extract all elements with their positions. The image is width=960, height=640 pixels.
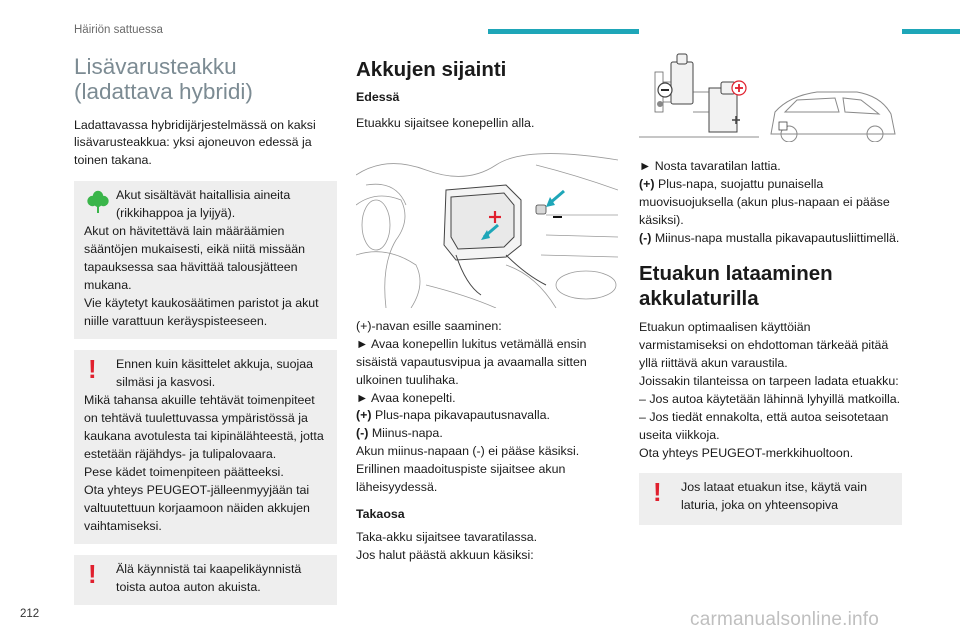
- rear-plus-label: (+): [639, 176, 655, 191]
- warning-exclamation-icon: !: [653, 476, 662, 507]
- warning-line-3: Pese kädet toimenpiteen päätteeksi.: [84, 465, 284, 480]
- eco-line-3: Akut on hävitettävä lain määräämien sääntöjen mukaisesti, eikä niitä missään tapauksessa saa hävittää talousjätteen mukana.: [84, 224, 306, 293]
- charger-warning-text: Jos lataat etuakun itse, käytä vain laturia, joka on yhteensopiva: [681, 479, 867, 512]
- plus-terminal-desc: [356, 407, 618, 425]
- column-right: [639, 22, 902, 525]
- section-title: Häiriön sattuessa: [74, 24, 163, 36]
- minus-note: Akun miinus-napaan (-) ei pääse käsiksi.: [356, 444, 580, 459]
- ground-point-note: Erillinen maadoituspiste sijaitsee akun läheisyydessä.: [356, 462, 566, 495]
- warning-jumpstart-text: Älä käynnistä tai kaapelikäynnistä toista autoa auton akuista.: [116, 562, 302, 595]
- warning-box-handling: [74, 350, 337, 544]
- rear-location-text: Taka-akku sijaitsee tavaratilassa.: [356, 530, 538, 545]
- eco-info-box: [74, 181, 337, 339]
- rear-access-text: Jos halut päästä akkuun käsiksi:: [356, 548, 534, 563]
- eco-line-2: (rikkihappoa ja lyijyä).: [116, 206, 236, 221]
- eco-line-4: Vie käytetyt kaukosäätimen paristot ja akut niille varattuun keräyspisteeseen.: [84, 296, 319, 329]
- warning-exclamation-icon: !: [88, 559, 97, 590]
- section-heading-location: Akkujen sijainti: [356, 58, 507, 81]
- rear-plus-text: Plus-napa, suojattu punaisella muovisuojuksella (akun plus-napaan ei pääse käsiksi).: [639, 176, 890, 227]
- intro-text: Ladattavassa hybridijärjestelmässä on kaksi lisävarusteakkua: yksi ajoneuvon edessä ja toinen takana.: [74, 117, 316, 168]
- bullet-long-storage: – Jos tiedät ennakolta, että autoa seisotetaan useita viikkoja.: [639, 410, 889, 443]
- step-open-hood: ► Avaa konepelti.: [356, 390, 456, 405]
- warning-line-4: Ota yhteys PEUGEOT-jälleenmyyjään tai valtuutettuun korjaamoon näiden akkujen vaihtamiseksi.: [84, 483, 310, 534]
- subheading-rear: Takaosa: [356, 507, 405, 522]
- minus-terminal-desc: [356, 425, 618, 443]
- subheading-front: Edessä: [356, 89, 400, 104]
- plus-text: Plus-napa pikavapautusnavalla.: [371, 408, 550, 423]
- warning-line-2: Mikä tahansa akuille tehtävät toimenpiteet on tehtävä tuulettuvassa ympäristössä ja kaukana avotulesta tai kipinälähteestä, jotta estetään räjähdys- ja tulipalovaara.: [84, 393, 324, 462]
- column-left: [74, 55, 337, 605]
- page-number: 212: [20, 608, 40, 620]
- contact-dealer: Ota yhteys PEUGEOT-merkkihuoltoon.: [639, 446, 854, 460]
- front-location-text: Etuakku sijaitsee konepellin alla.: [356, 115, 535, 130]
- engine-bay-illustration: [356, 145, 618, 308]
- rear-minus-desc: [639, 230, 902, 248]
- expose-terminal-title: (+)-navan esille saaminen:: [356, 318, 502, 333]
- rear-battery-illustration: [639, 22, 902, 142]
- title-line-2: (ladattava hybridi): [74, 78, 253, 104]
- minus-label: (-): [356, 426, 369, 441]
- warning-box-jumpstart: [74, 555, 337, 605]
- minus-text: Miinus-napa.: [368, 426, 443, 441]
- column-middle: [356, 55, 618, 565]
- title-line-1: Lisävarusteakku: [74, 54, 237, 79]
- warning-line-1: Ennen kuin käsittelet akkuja, suojaa silmäsi ja kasvosi.: [116, 357, 313, 390]
- step-release-hood: ► Avaa konepellin lukitus vetämällä ensin sisäistä vapautusvipua ja avaamalla sitten ulkoinen tuulihaka.: [356, 336, 587, 387]
- rear-minus-text: Miinus-napa mustalla pikavapautusliittimellä.: [651, 230, 900, 245]
- warning-exclamation-icon: !: [88, 354, 97, 385]
- rear-plus-desc: [639, 176, 902, 230]
- charging-intro: Etuakun optimaalisen käyttöiän varmistamiseksi on ehdottoman tärkeää pitää yllä riittävä akun varaustila.: [639, 320, 889, 371]
- charging-situations: Joissakin tilanteissa on tarpeen ladata etuakku:: [639, 374, 899, 389]
- section-heading-charging: Etuakun lataaminen akkulaturilla: [639, 261, 833, 310]
- page-title: [74, 55, 337, 105]
- bullet-short-trips: – Jos autoa käytetään lähinnä lyhyillä matkoilla.: [639, 392, 901, 407]
- rear-minus-label: (-): [639, 230, 652, 245]
- watermark: carmanualsonline.info: [690, 609, 880, 630]
- warning-box-charger: [639, 473, 902, 525]
- eco-line-1: Akut sisältävät haitallisia aineita: [116, 188, 291, 203]
- eco-leaf-icon: [86, 189, 110, 219]
- step-lift-floor: ► Nosta tavaratilan lattia.: [639, 159, 781, 173]
- plus-label: (+): [356, 408, 372, 423]
